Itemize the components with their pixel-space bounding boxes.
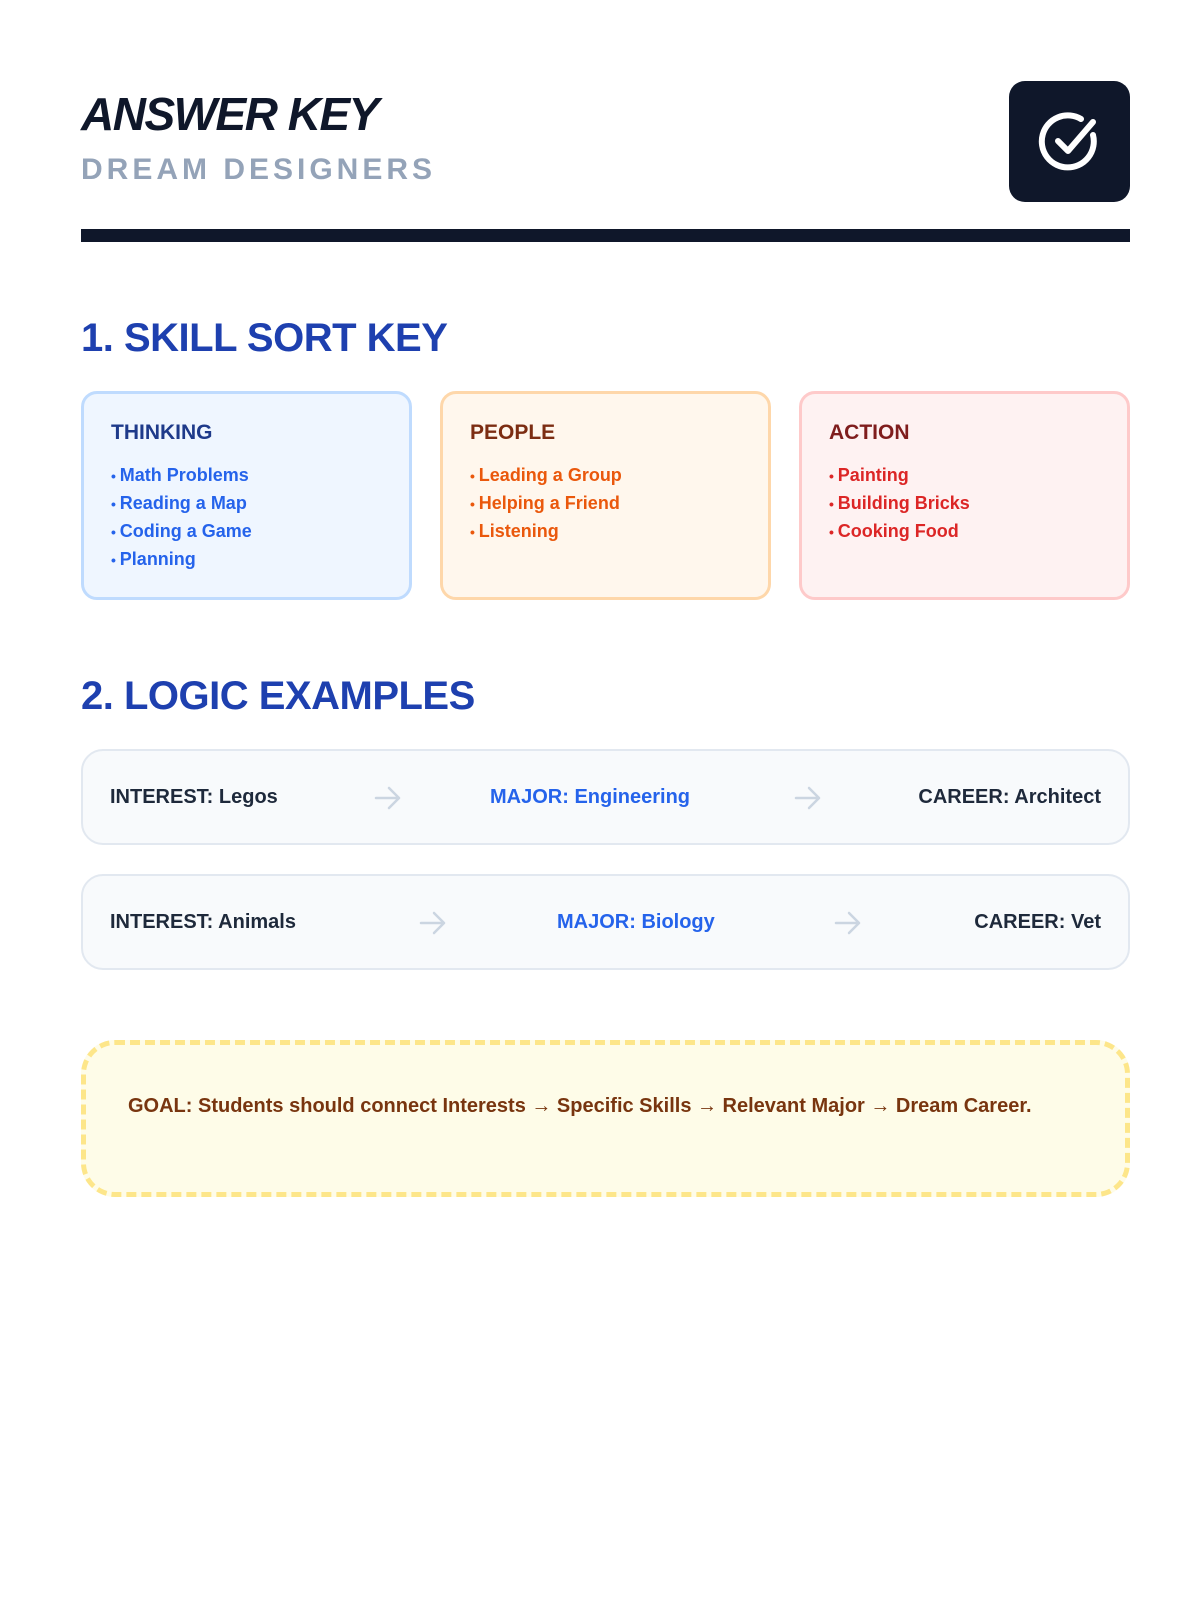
list-item: • Building Bricks	[829, 490, 1100, 518]
skill-list	[111, 462, 382, 574]
career-label: CAREER: Architect	[918, 786, 1101, 808]
interest-label: INTEREST: Legos	[110, 786, 278, 808]
arrow-right-icon	[418, 908, 448, 938]
header-divider	[81, 229, 1130, 242]
goal-text: GOAL: Students should connect Interests → Specific Skills → Relevant Major → Dream Career.	[128, 1095, 1032, 1117]
section-title-logic-examples: 2. LOGIC EXAMPLES	[81, 674, 475, 718]
list-item: • Cooking Food	[829, 518, 1100, 546]
arrow-right-icon	[833, 908, 863, 938]
logic-row	[81, 749, 1130, 845]
goal-callout	[81, 1040, 1130, 1197]
header	[81, 81, 1130, 203]
list-item: • Reading a Map	[111, 490, 382, 518]
list-item: • Listening	[470, 518, 741, 546]
list-item: • Coding a Game	[111, 518, 382, 546]
check-circle-icon	[1037, 109, 1103, 175]
card-title: ACTION	[829, 421, 910, 444]
skill-cards	[81, 391, 1130, 600]
major-label: MAJOR: Engineering	[490, 786, 691, 808]
skill-list	[829, 462, 1100, 546]
list-item: • Painting	[829, 462, 1100, 490]
check-badge	[1009, 81, 1130, 202]
card-title: THINKING	[111, 421, 213, 444]
arrow-right-icon	[793, 783, 823, 813]
card-title: PEOPLE	[470, 421, 556, 444]
logic-row	[81, 874, 1130, 970]
skill-card-action	[799, 391, 1130, 600]
career-label: CAREER: Vet	[974, 911, 1101, 933]
skill-card-thinking	[81, 391, 412, 600]
skill-card-people	[440, 391, 771, 600]
list-item: • Leading a Group	[470, 462, 741, 490]
arrow-right-icon	[373, 783, 403, 813]
list-item: • Helping a Friend	[470, 490, 741, 518]
list-item: • Math Problems	[111, 462, 382, 490]
major-label: MAJOR: Biology	[557, 911, 715, 933]
page-title: ANSWER KEY	[81, 88, 378, 140]
interest-label: INTEREST: Animals	[110, 911, 296, 933]
skill-list	[470, 462, 741, 546]
page-subtitle: DREAM DESIGNERS	[81, 153, 437, 186]
list-item: • Planning	[111, 546, 382, 574]
section-title-skill-sort: 1. SKILL SORT KEY	[81, 316, 448, 360]
